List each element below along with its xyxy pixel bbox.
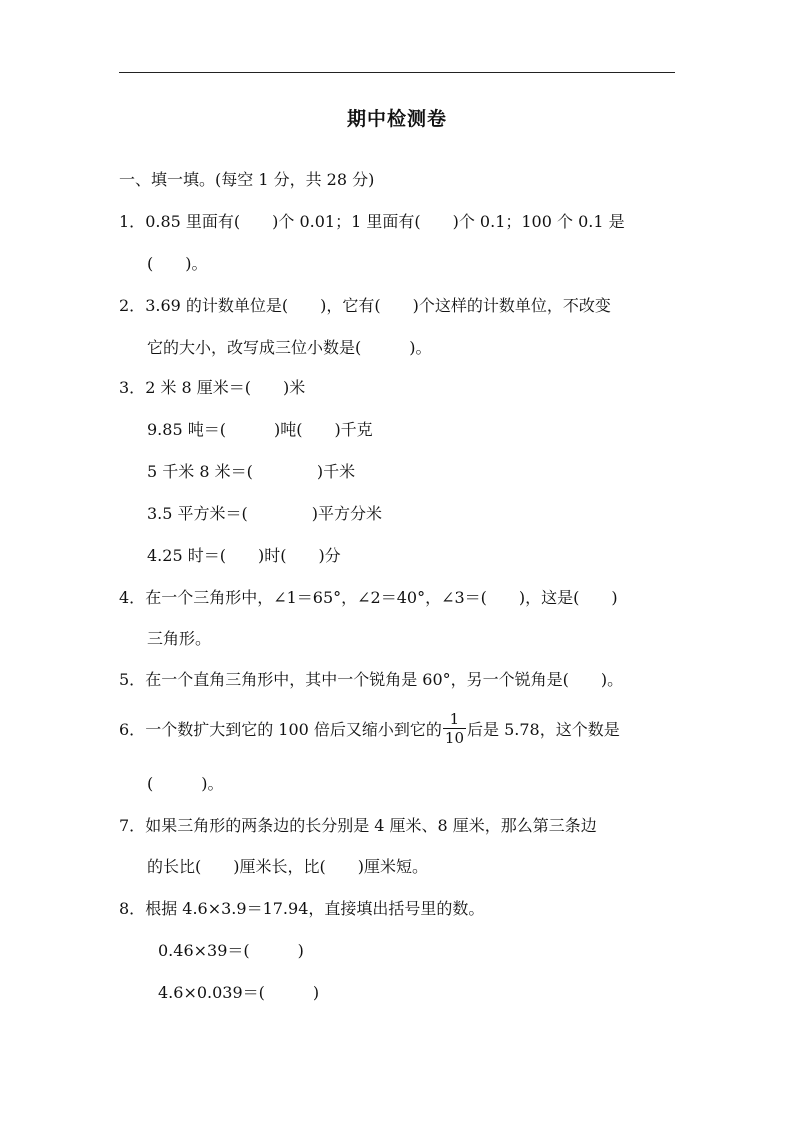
question-number: 1． [119, 212, 146, 231]
question-text: 在一个三角形中，∠1＝65°，∠2＝40°，∠3＝( )，这是( ) [145, 588, 618, 607]
question-2 [119, 295, 611, 317]
question-4-continued: 三角形。 [147, 629, 212, 648]
question-text: 一个数扩大到它的 100 倍后又缩小到它的 [145, 720, 442, 739]
question-3-item: 3.5 平方米＝( )平方分米 [147, 504, 383, 523]
question-8 [119, 898, 484, 920]
question-3-item: 9.85 吨＝( )吨( )千克 [147, 420, 373, 439]
question-text: 如果三角形的两条边的长分别是 4 厘米、8 厘米，那么第三条边 [145, 816, 597, 835]
question-number: 8． [119, 899, 146, 918]
question-3 [119, 377, 305, 399]
question-8-item: 4.6×0.039＝( ) [158, 983, 320, 1002]
question-3-item: 5 千米 8 米＝( )千米 [147, 462, 356, 481]
question-number: 6． [119, 720, 146, 739]
question-number: 2． [119, 296, 146, 315]
question-8-item: 0.46×39＝( ) [158, 941, 304, 960]
question-6 [119, 710, 620, 750]
question-text: 根据 4.6×3.9＝17.94，直接填出括号里的数。 [145, 899, 485, 918]
question-text: 在一个直角三角形中，其中一个锐角是 60°，另一个锐角是( )。 [145, 670, 624, 689]
question-number: 3． [119, 378, 146, 397]
question-7-continued: 的长比( )厘米长，比( )厘米短。 [147, 857, 428, 876]
header-rule [119, 72, 675, 73]
question-7 [119, 815, 597, 837]
page-title: 期中检测卷 [346, 108, 447, 130]
question-6-continued: ( )。 [147, 774, 224, 793]
question-number: 7． [119, 816, 146, 835]
question-5 [119, 669, 623, 691]
question-text: 2 米 8 厘米＝( )米 [145, 378, 306, 397]
question-4 [119, 587, 618, 609]
question-3-item: 4.25 时＝( )时( )分 [147, 546, 341, 565]
question-1-continued: ( )。 [147, 254, 208, 273]
question-2-continued: 它的大小，改写成三位小数是( )。 [147, 338, 432, 357]
question-number: 5． [119, 670, 146, 689]
question-number: 4． [119, 588, 146, 607]
question-text: 3.69 的计数单位是( )，它有( )个这样的计数单位，不改变 [145, 296, 611, 315]
question-text-after: 后是 5.78，这个数是 [467, 720, 620, 739]
fraction-numerator: 1 [449, 710, 460, 728]
question-text: 0.85 里面有( )个 0.01；1 里面有( )个 0.1；100 个 0.1 是 [145, 212, 625, 231]
fraction [443, 710, 466, 747]
section-heading: 一、填一填。(每空 1 分，共 28 分) [119, 170, 375, 189]
fraction-denominator: 10 [444, 729, 464, 747]
question-1 [119, 211, 625, 233]
